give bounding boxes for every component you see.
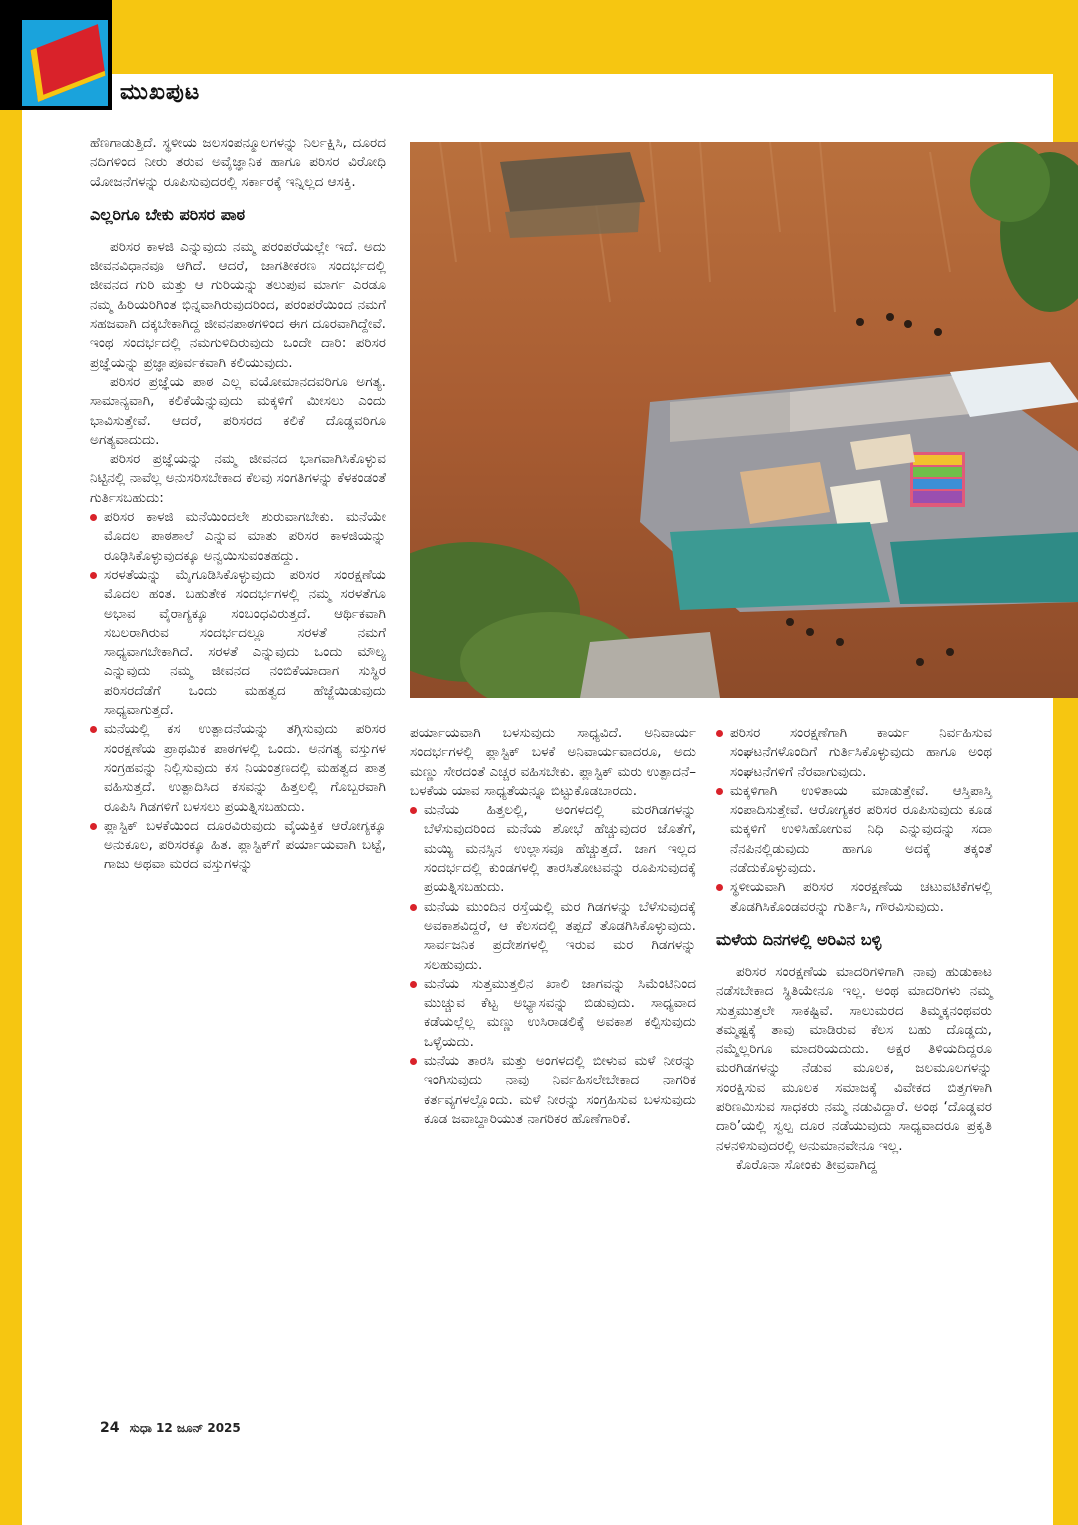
bullet-list — [90, 508, 386, 875]
list-item: ಮನೆಯ ತಾರಸಿ ಮತ್ತು ಅಂಗಳದಲ್ಲಿ ಬೀಳುವ ಮಳೆ ನೀರನ್ನು ಇಂಗಿಸುವುದು ನಾವು ನಿರ್ವಹಿಸಲೇಬೇಕಾದ ನಾಗರಿಕ ಕರ್ತವ್ಯಗಳಲ್ಲೊಂದು. ಮಳೆ ನೀರನ್ನು ಸಂಗ್ರಹಿಸುವ ಬಳಸುವುದು ಕೂಡ ಜವಾಬ್ದಾರಿಯುತ ನಾಗರಿಕರ ಹೊಣೆಗಾರಿಕೆ. — [410, 1052, 696, 1129]
article-column-1 — [90, 134, 386, 875]
list-item: ಪರಿಸರ ಕಾಳಜಿ ಮನೆಯಿಂದಲೇ ಶುರುವಾಗಬೇಕು. ಮನೆಯೇ ಮೊದಲ ಪಾಠಶಾಲೆ ಎನ್ನುವ ಮಾತು ಪರಿಸರ ಕಾಳಜಿಯನ್ನು ರೂಢಿಸಿಕೊಳ್ಳುವುದಕ್ಕೂ ಅನ್ವಯಿಸುವಂತಹದ್ದು. — [90, 508, 386, 566]
page-footer — [100, 1420, 241, 1436]
paragraph: ಪರ್ಯಾಯವಾಗಿ ಬಳಸುವುದು ಸಾಧ್ಯವಿದೆ. ಅನಿವಾರ್ಯ ಸಂದರ್ಭಗಳಲ್ಲಿ ಪ್ಲಾಸ್ಟಿಕ್ ಬಳಕೆ ಅನಿವಾರ್ಯವಾದರೂ, ಅದು ಮಣ್ಣು ಸೇರದಂತೆ ಎಚ್ಚರ ವಹಿಸಬೇಕು. ಪ್ಲಾಸ್ಟಿಕ್ ಮರು ಉತ್ಪಾದನೆ–ಬಳಕೆಯ ಯಾವ ಸಾಧ್ಯತೆಯನ್ನೂ ಬಿಟ್ಟುಕೊಡಬಾರದು. — [410, 725, 696, 799]
article-column-2 — [410, 724, 696, 1129]
bullet-list — [716, 724, 992, 917]
subheading: ಎಲ್ಲರಿಗೂ ಬೇಕು ಪರಿಸರ ಪಾಠ — [90, 204, 246, 224]
paragraph: ಪರಿಸರ ಪ್ರಜ್ಞೆಯ ಪಾಠ ಎಲ್ಲ ವಯೋಮಾನದವರಿಗೂ ಅಗತ್ಯ. ಸಾಮಾನ್ಯವಾಗಿ, ಕಲಿಕೆಯೆನ್ನುವುದು ಮಕ್ಕಳಿಗೆ ಮೀಸಲು ಎಂದು ಭಾವಿಸುತ್ತೇವೆ. ಆದರೆ, ಪರಿಸರದ ಕಲಿಕೆ ದೊಡ್ಡವರಿಗೂ ಅಗತ್ಯವಾದುದು. — [90, 373, 386, 448]
paragraph: ಹೆಣಗಾಡುತ್ತಿದೆ. ಸ್ಥಳೀಯ ಜಲಸಂಪನ್ಮೂಲಗಳನ್ನು ನಿರ್ಲಕ್ಷಿಸಿ, ದೂರದ ನದಿಗಳಿಂದ ನೀರು ತರುವ ಅವೈಜ್ಞಾನಿಕ ಹಾಗೂ ಪರಿಸರ ವಿರೋಧಿ ಯೋಜನೆಗಳನ್ನು ರೂಪಿಸುವುದರಲ್ಲಿ ಸರ್ಕಾರಕ್ಕೆ ಇನ್ನಿಲ್ಲದ ಆಸಕ್ತಿ. — [90, 135, 386, 190]
list-item: ಪರಿಸರ ಸಂರಕ್ಷಣೆಗಾಗಿ ಕಾರ್ಯ ನಿರ್ವಹಿಸುವ ಸಂಘಟನೆಗಳೊಂದಿಗೆ ಗುರ್ತಿಸಿಕೊಳ್ಳುವುದು ಹಾಗೂ ಅಂಥ ಸಂಘಟನೆಗಳಿಗೆ ನೆರವಾಗುವುದು. — [716, 724, 992, 782]
list-item: ಸ್ಥಳೀಯವಾಗಿ ಪರಿಸರ ಸಂರಕ್ಷಣೆಯ ಚಟುವಟಿಕೆಗಳಲ್ಲಿ ತೊಡಗಿಸಿಕೊಂಡವರನ್ನು ಗುರ್ತಿಸಿ, ಗೌರವಿಸುವುದು. — [716, 878, 992, 917]
paragraph: ಪರಿಸರ ಪ್ರಜ್ಞೆಯನ್ನು ನಮ್ಮ ಜೀವನದ ಭಾಗವಾಗಿಸಿಕೊಳ್ಳುವ ನಿಟ್ಟಿನಲ್ಲಿ ನಾವೆಲ್ಲ ಅನುಸರಿಸಬೇಕಾದ ಕೆಲವು ಸಂಗತಿಗಳನ್ನು ಕೆಳಕಂಡಂತೆ ಗುರ್ತಿಸಬಹುದು: — [90, 451, 386, 506]
list-item: ಮನೆಯ ಸುತ್ತಮುತ್ತಲಿನ ಖಾಲಿ ಜಾಗವನ್ನು ಸಿಮೆಂಟಿನಿಂದ ಮುಚ್ಚುವ ಕೆಟ್ಟ ಅಭ್ಯಾಸವನ್ನು ಬಿಡುವುದು. ಸಾಧ್ಯವಾದ ಕಡೆಯಲ್ಲೆಲ್ಲ ಮಣ್ಣು ಉಸಿರಾಡಲಿಕ್ಕೆ ಅವಕಾಶ ಕಲ್ಪಿಸುವುದು ಒಳ್ಳೆಯದು. — [410, 975, 696, 1052]
subheading: ಮಳೆಯ ದಿನಗಳಲ್ಲಿ ಅರಿವಿನ ಬಳ್ಳಿ — [716, 929, 882, 949]
magazine-logo — [0, 0, 112, 110]
list-item: ಮಕ್ಕಳಿಗಾಗಿ ಉಳಿತಾಯ ಮಾಡುತ್ತೇವೆ. ಆಸ್ತಿಪಾಸ್ತಿ ಸಂಪಾದಿಸುತ್ತೇವೆ. ಆರೋಗ್ಯಕರ ಪರಿಸರ ರೂಪಿಸುವುದು ಕೂಡ ಮಕ್ಕಳಿಗೆ ಉಳಿಸಿಹೋಗುವ ನಿಧಿ ಎನ್ನುವುದನ್ನು ಸದಾ ನೆನಪಿನಲ್ಲಿಡುವುದು ಹಾಗೂ ಅದಕ್ಕೆ ತಕ್ಕಂತೆ ನಡೆದುಕೊಳ್ಳುವುದು. — [716, 782, 992, 878]
paragraph: ಪರಿಸರ ಸಂರಕ್ಷಣೆಯ ಮಾದರಿಗಳಿಗಾಗಿ ನಾವು ಹುಡುಕಾಟ ನಡೆಸಬೇಕಾದ ಸ್ಥಿತಿಯೇನೂ ಇಲ್ಲ. ಅಂಥ ಮಾದರಿಗಳು ನಮ್ಮ ಸುತ್ತಮುತ್ತಲೇ ಸಾಕಷ್ಟಿವೆ. ಸಾಲುಮರದ ತಿಮ್ಮಕ್ಕನಂಥವರು ತಮ್ಮಷ್ಟಕ್ಕೆ ತಾವು ಮಾಡಿರುವ ಕೆಲಸ ಬಹು ದೊಡ್ಡದು, ನಮ್ಮೆಲ್ಲರಿಗೂ ಮಾದರಿಯದುದು. ಅಕ್ಷರ ತಿಳಿಯದಿದ್ದರೂ ಮರಗಿಡಗಳನ್ನು ನೆಡುವ ಮೂಲಕ, ಜಲಮೂಲಗಳನ್ನು ಸಂರಕ್ಷಿಸುವ ಮೂಲಕ ಸಮಾಜಕ್ಕೆ ವಿವೇಕದ ಬಿತ್ತಗಳಾಗಿ ಪರಿಣಮಿಸುವ ಸಾಧಕರು ನಮ್ಮ ನಡುವಿದ್ದಾರೆ. ಅಂಥ ‘ದೊಡ್ಡವರ ದಾರಿ’ಯಲ್ಲಿ ಸ್ವಲ್ಪ ದೂರ ನಡೆಯುವುದು ಸಾಧ್ಯವಾದರೂ ಪ್ರಕೃತಿ ನಳನಳಿಸುವುದರಲ್ಲಿ ಅನುಮಾನವೇನೂ ಇಲ್ಲ. — [716, 963, 992, 1154]
top-yellow-band — [0, 0, 1078, 74]
list-item: ಮನೆಯಲ್ಲಿ ಕಸ ಉತ್ಪಾದನೆಯನ್ನು ತಗ್ಗಿಸುವುದು ಪರಿಸರ ಸಂರಕ್ಷಣೆಯ ಪ್ರಾಥಮಿಕ ಪಾಠಗಳಲ್ಲಿ ಒಂದು. ಅನಗತ್ಯ ವಸ್ತುಗಳ ಸಂಗ್ರಹವನ್ನು ನಿಲ್ಲಿಸುವುದು ಕಸ ನಿಯಂತ್ರಣದಲ್ಲಿ ಮಹತ್ವದ ಪಾತ್ರ ವಹಿಸುತ್ತದೆ. ಉತ್ಪಾದಿಸಿದ ಕಸವನ್ನು ಹಿತ್ತಲಲ್ಲಿ ಗೊಬ್ಬರವಾಗಿ ರೂಪಿಸಿ ಗಿಡಗಳಿಗೆ ಬಳಸಲು ಪ್ರಯತ್ನಿಸಬಹುದು. — [90, 720, 386, 816]
list-item: ಮನೆಯ ಹಿತ್ತಲಲ್ಲಿ, ಅಂಗಳದಲ್ಲಿ ಮರಗಿಡಗಳನ್ನು ಬೆಳೆಸುವುದರಿಂದ ಮನೆಯ ಶೋಭೆ ಹೆಚ್ಚುವುದರ ಜೊತೆಗೆ, ಮಯ್ಯಿ ಮನಸ್ಸಿನ ಉಲ್ಲಾಸವೂ ಹೆಚ್ಚುತ್ತದೆ. ಜಾಗ ಇಲ್ಲದ ಸಂದರ್ಭದಲ್ಲಿ ಕುಂಡಗಳಲ್ಲಿ ತಾರಸಿತೋಟವನ್ನು ರೂಪಿಸುವುದಕ್ಕೆ ಪ್ರಯತ್ನಿಸಬಹುದು. — [410, 801, 696, 897]
list-item: ಪ್ಲಾಸ್ಟಿಕ್ ಬಳಕೆಯಿಂದ ದೂರವಿರುವುದು ವೈಯಕ್ತಿಕ ಆರೋಗ್ಯಕ್ಕೂ ಅನುಕೂಲ, ಪರಿಸರಕ್ಕೂ ಹಿತ. ಪ್ಲಾಸ್ಟಿಕ್‌ಗೆ ಪರ್ಯಾಯವಾಗಿ ಬಟ್ಟೆ, ಗಾಜು ಅಥವಾ ಮರದ ವಸ್ತುಗಳನ್ನು — [90, 817, 386, 875]
section-label: ಮುಖಪುಟ — [120, 80, 201, 105]
flood-photo — [410, 142, 1078, 698]
article-column-3 — [716, 724, 992, 1175]
paragraph: ಪರಿಸರ ಕಾಳಜಿ ಎನ್ನುವುದು ನಮ್ಮ ಪರಂಪರೆಯಲ್ಲೇ ಇದೆ. ಅದು ಜೀವನವಿಧಾನವೂ ಆಗಿದೆ. ಆದರೆ, ಜಾಗತೀಕರಣ ಸಂದರ್ಭದಲ್ಲಿ ಜೀವನದ ಗುರಿ ಮತ್ತು ಆ ಗುರಿಯನ್ನು ತಲುಪುವ ಮಾರ್ಗ ಎರಡೂ ನಮ್ಮ ಹಿರಿಯರಿಗಿಂತ ಭಿನ್ನವಾಗಿರುವುದರಿಂದ, ಪರಂಪರೆಯಿಂದ ನಮಗೆ ಸಹಜವಾಗಿ ದಕ್ಕಬೇಕಾಗಿದ್ದ ಜೀವನಪಾಠಗಳಿಂದ ಈಗ ದೂರವಾಗಿದ್ದೇವೆ. ಇಂಥ ಸಂದರ್ಭದಲ್ಲಿ ನಮಗುಳಿದಿರುವುದು ಒಂದೇ ದಾರಿ: ಪರಿಸರ ಪ್ರಜ್ಞೆಯನ್ನು ಪ್ರಜ್ಞಾಪೂರ್ವಕವಾಗಿ ಕಲಿಯುವುದು. — [90, 238, 386, 371]
issue-date: ಸುಧಾ 12 ಜೂನ್ 2025 — [129, 1421, 241, 1435]
page-number: 24 — [100, 1420, 120, 1436]
paragraph: ಕೊರೊನಾ ಸೋಂಕು ತೀವ್ರವಾಗಿದ್ದ — [736, 1156, 877, 1173]
list-item: ಮನೆಯ ಮುಂದಿನ ರಸ್ತೆಯಲ್ಲಿ ಮರ ಗಿಡಗಳನ್ನು ಬೆಳೆಸುವುದಕ್ಕೆ ಅವಕಾಶವಿದ್ದರೆ, ಆ ಕೆಲಸದಲ್ಲಿ ತಪ್ಪದೆ ತೊಡಗಿಸಿಕೊಳ್ಳುವುದು. ಸಾರ್ವಜನಿಕ ಪ್ರದೇಶಗಳಲ್ಲಿ ಇರುವ ಮರ ಗಿಡಗಳನ್ನು ಸಲಹುವುದು. — [410, 898, 696, 975]
list-item: ಸರಳತೆಯನ್ನು ಮೈಗೂಡಿಸಿಕೊಳ್ಳುವುದು ಪರಿಸರ ಸಂರಕ್ಷಣೆಯ ಮೊದಲ ಹಂತ. ಬಹುತೇಕ ಸಂದರ್ಭಗಳಲ್ಲಿ ನಮ್ಮ ಸರಳತೆಗೂ ಅಭಾವ ವೈರಾಗ್ಯಕ್ಕೂ ಸಂಬಂಧವಿರುತ್ತದೆ. ಆರ್ಥಿಕವಾಗಿ ಸಬಲರಾಗಿರುವ ಸಂದರ್ಭದಲ್ಲೂ ಸರಳತೆ ನಮಗೆ ಸಾಧ್ಯವಾಗಬೇಕಾಗಿದೆ. ಸರಳತೆ ಎನ್ನುವುದು ಒಂದು ಮೌಲ್ಯ ಎನ್ನುವುದು ನಮ್ಮ ಜೀವನದ ನಂಬಿಕೆಯಾದಾಗ ಸುಸ್ಥಿರ ಪರಿಸರದೆಡೆಗೆ ಒಂದು ಮಹತ್ವದ ಹೆಜ್ಜೆಯಿಡುವುದು ಸಾಧ್ಯವಾಗುತ್ತದೆ. — [90, 566, 386, 720]
bullet-list — [410, 801, 696, 1129]
flood-photo-illustration — [410, 142, 1078, 698]
